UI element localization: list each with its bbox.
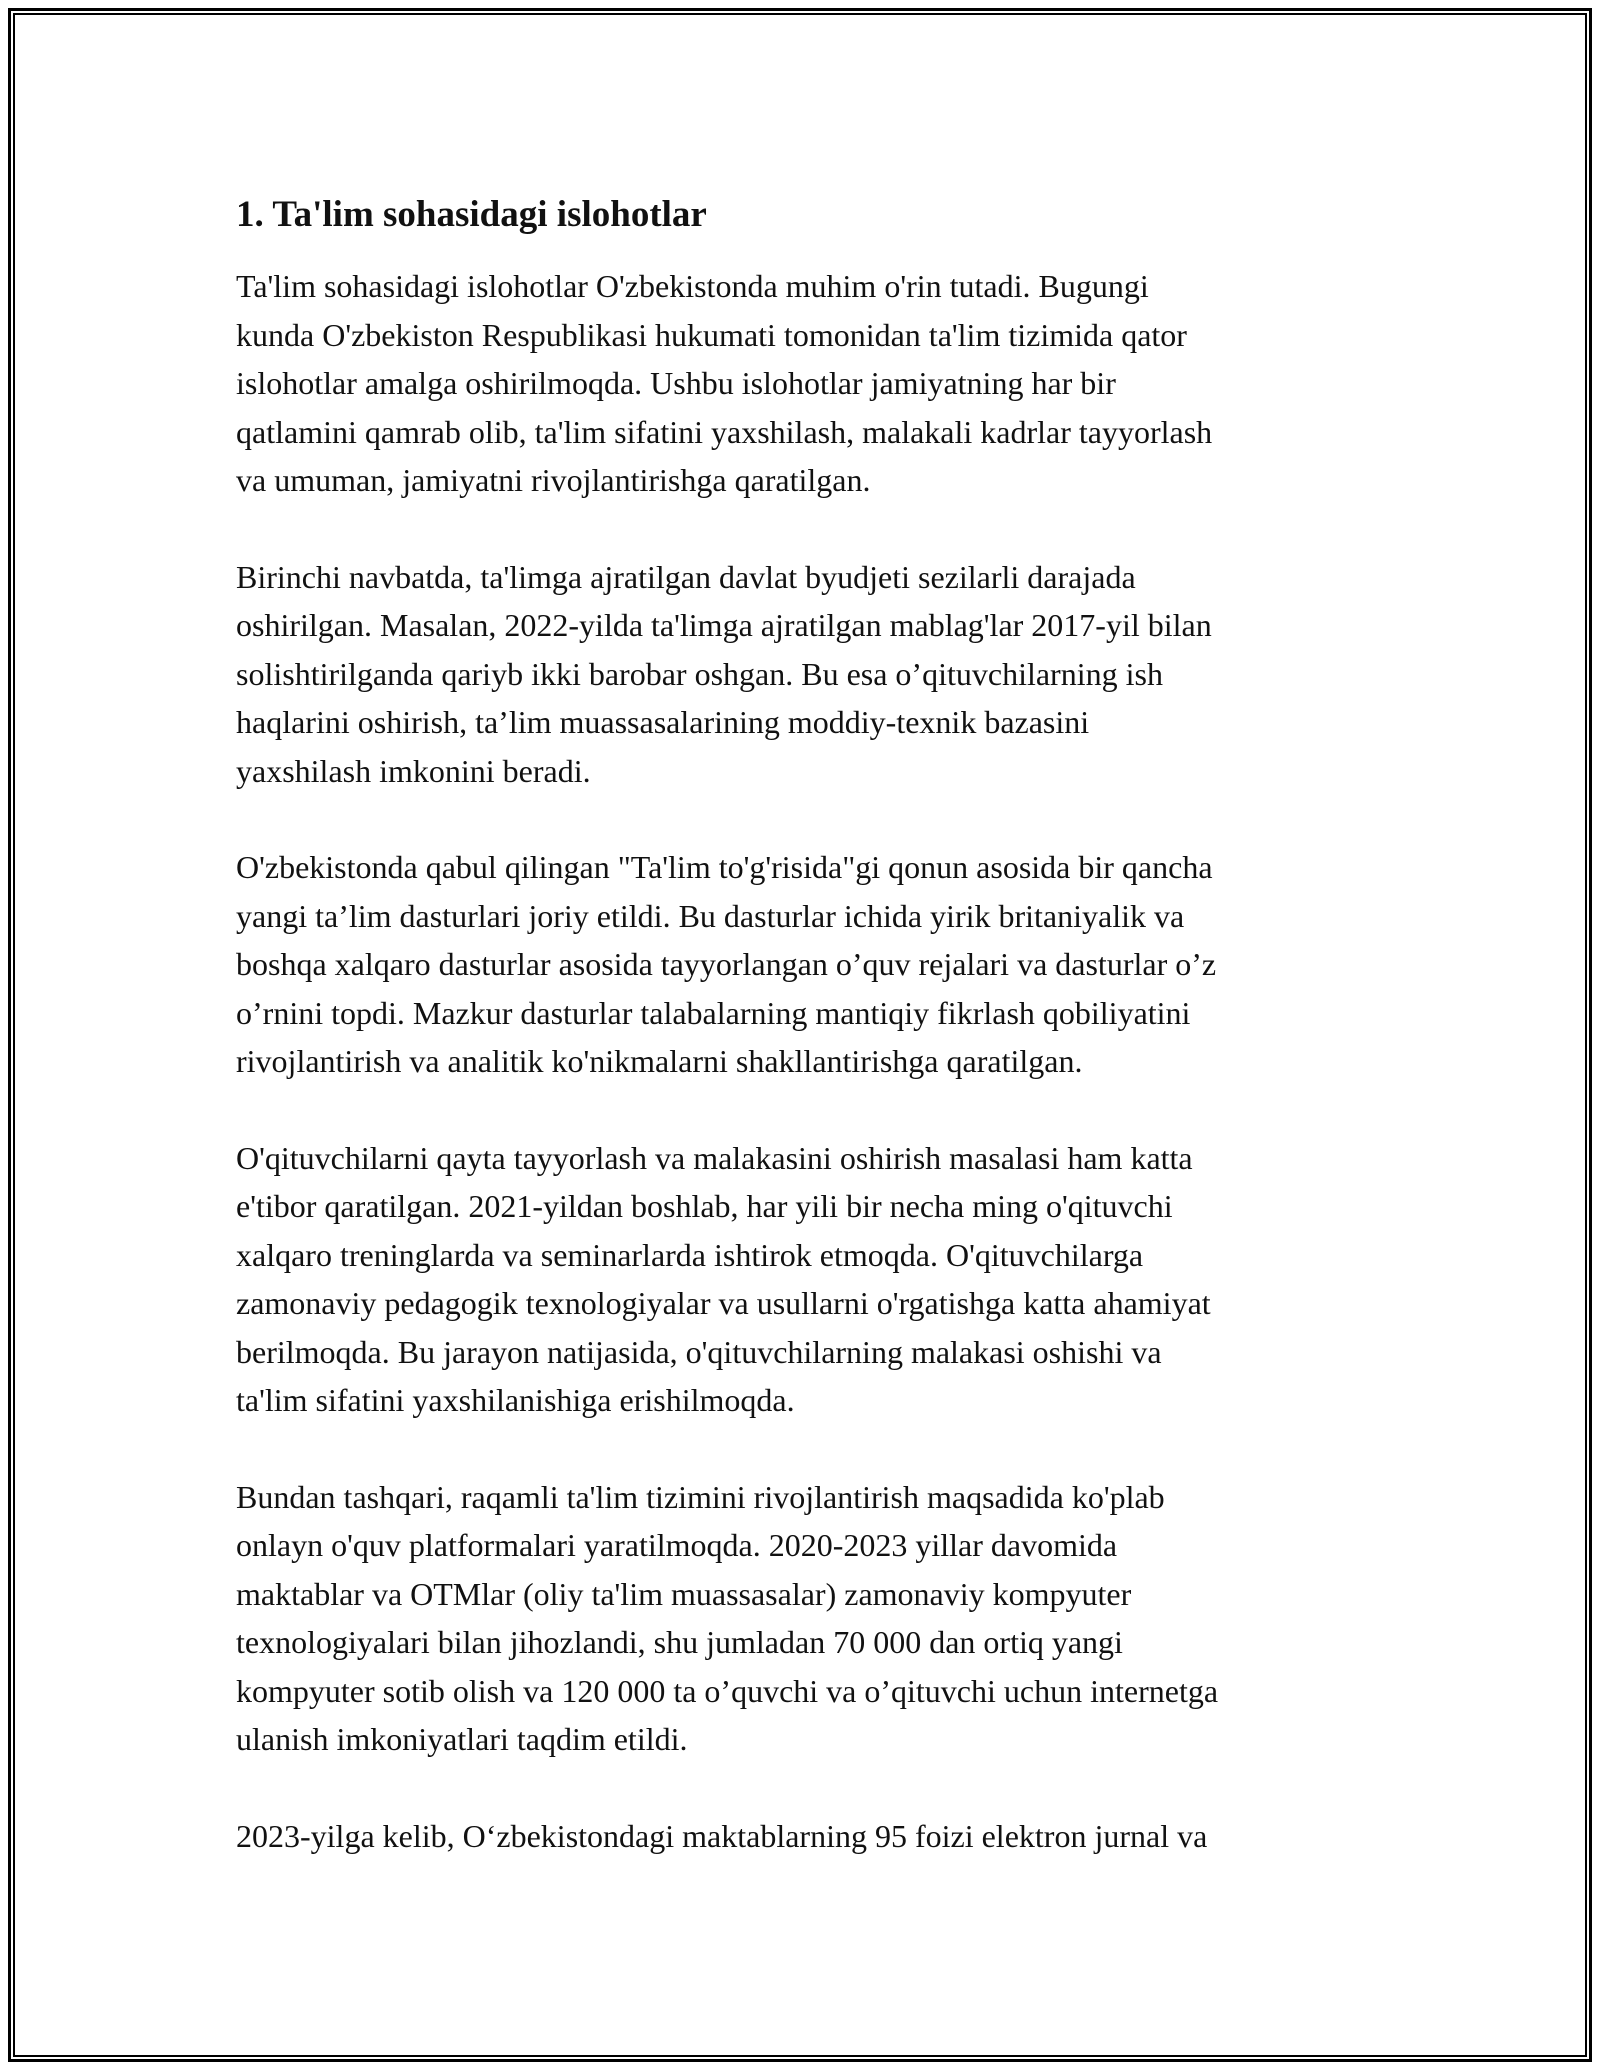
paragraph-3: O'zbekistonda qabul qilingan "Ta'lim to'g'risida"gi qonun asosida bir qancha yangi ta’lim dasturlari joriy etildi. Bu dasturlar ichida yirik britaniyalik va boshqa xalqaro dasturlar asosida tayyorlangan o’quv rejalari va dasturlar o’z o’rnini topdi. Mazkur dasturlar talabalarning mantiqiy fikrlash qobiliyatini rivojlantirish va analitik ko'nikmalarni shakllantirishga qaratilgan. (236, 849, 1217, 1079)
paragraph-6: 2023-yilga kelib, O‘zbekistondagi maktablarning 95 foizi elektron jurnal va (236, 1817, 1208, 1854)
paragraph-5: Bundan tashqari, raqamli ta'lim tizimini rivojlantirish maqsadida ko'plab onlayn o'quv platformalari yaratilmoqda. 2020-2023 yillar davomida maktablar va OTMlar (oliy ta'lim muassasalar) zamonaviy kompyuter texnologiyalari bilan jihozlandi, shu jumladan 70 000 dan ortiq yangi kompyuter sotib olish va 120 000 ta o’quvchi va o’qituvchi uchun internetga ulanish imkoniyatlari taqdim etildi. (236, 1478, 1219, 1757)
document-body (236, 190, 1376, 1908)
section-heading: 1. Ta'lim sohasidagi islohotlar (236, 194, 707, 235)
paragraph-1: Ta'lim sohasidagi islohotlar O'zbekistonda muhim o'rin tutadi. Bugungi kunda O'zbekiston Respublikasi hukumati tomonidan ta'lim tizimida qator islohotlar amalga oshirilmoqda. Ushbu islohotlar jamiyatning har bir qatlamini qamrab olib, ta'lim sifatini yaxshilash, malakali kadrlar tayyorlash va umuman, jamiyatni rivojlantirishga qaratilgan. (236, 268, 1213, 498)
paragraph-4: O'qituvchilarni qayta tayyorlash va malakasini oshirish masalasi ham katta e'tibor qaratilgan. 2021-yildan boshlab, har yili bir necha ming o'qituvchi xalqaro treninglarda va seminarlarda ishtirok etmoqda. O'qituvchilarga zamonaviy pedagogik texnologiyalar va usullarni o'rgatishga katta ahamiyat berilmoqda. Bu jarayon natijasida, o'qituvchilarning malakasi oshishi va ta'lim sifatini yaxshilanishiga erishilmoqda. (236, 1139, 1211, 1418)
paragraph-2: Birinchi navbatda, ta'limga ajratilgan davlat byudjeti sezilarli darajada oshirilgan. Masalan, 2022-yilda ta'limga ajratilgan mablag'lar 2017-yil bilan solishtirilganda qariyb ikki barobar oshgan. Bu esa o’qituvchilarning ish haqlarini oshirish, ta’lim muassasalarining moddiy-texnik bazasini yaxshilash imkonini beradi. (236, 558, 1212, 789)
